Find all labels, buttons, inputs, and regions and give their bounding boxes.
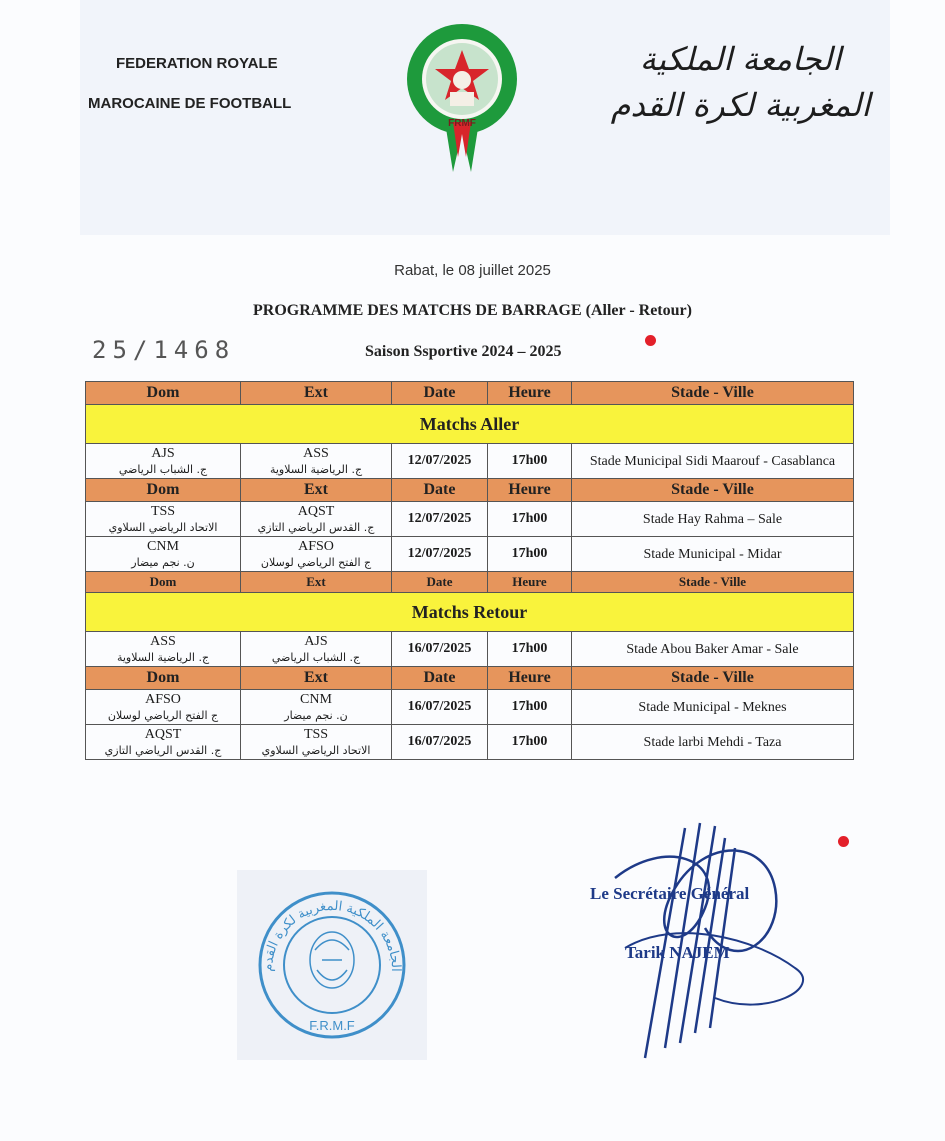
match-row [86, 690, 854, 725]
red-mark [645, 335, 656, 346]
match-venue: Stade larbi Mehdi - Taza [572, 725, 854, 760]
column-header: Dom [86, 382, 241, 405]
away-team-code: ASS [303, 445, 329, 461]
away-team [241, 690, 392, 725]
away-team [241, 725, 392, 760]
away-team-arabic: ج. الرياضية السلاوية [269, 462, 363, 476]
match-time: 17h00 [488, 725, 572, 760]
home-team-code: AQST [144, 726, 182, 742]
home-team-arabic: ج الفتح الرياضي لوسلان [107, 708, 219, 722]
table-header-row [86, 382, 854, 405]
away-team [241, 632, 392, 667]
federation-name-ar [608, 36, 873, 128]
match-time: 17h00 [488, 537, 572, 572]
column-header: Date [392, 479, 488, 502]
match-venue: Stade Hay Rahma – Sale [572, 502, 854, 537]
svg-text:الجامعة الملكية المغربية لكرة: الجامعة الملكية المغربية لكرة القدم [260, 898, 404, 972]
column-header: Dom [86, 572, 241, 593]
match-row [86, 632, 854, 667]
column-header: Date [392, 667, 488, 690]
away-team [241, 537, 392, 572]
table-header-row [86, 667, 854, 690]
away-team-arabic: ج. القدس الرياضي التازي [257, 520, 375, 534]
frmf-stamp [237, 870, 427, 1060]
season-label: Saison Ssportive 2024 – 2025 [365, 343, 562, 360]
home-team-code: CNM [147, 538, 179, 554]
home-team-code: AJS [151, 445, 175, 461]
document-title: PROGRAMME DES MATCHS DE BARRAGE (Aller - Retour) [253, 302, 692, 319]
home-team [86, 690, 241, 725]
svg-text:F.R.M.F: F.R.M.F [309, 1018, 355, 1033]
reference-number: 25/1468 [92, 336, 236, 364]
match-venue: Stade Municipal - Meknes [572, 690, 854, 725]
table-header-row [86, 572, 854, 593]
match-venue: Stade Abou Baker Amar - Sale [572, 632, 854, 667]
column-header: Heure [488, 572, 572, 593]
home-team [86, 444, 241, 479]
away-team-code: AFSO [298, 538, 334, 554]
column-header: Heure [488, 479, 572, 502]
match-date: 12/07/2025 [392, 502, 488, 537]
federation-line-2: MAROCAINE DE FOOTBALL [88, 95, 292, 112]
match-row [86, 502, 854, 537]
match-time: 17h00 [488, 502, 572, 537]
away-team-arabic: ن. نجم ميضار [284, 708, 348, 722]
section-row [86, 593, 854, 632]
match-date: 16/07/2025 [392, 632, 488, 667]
home-team [86, 632, 241, 667]
column-header: Stade - Ville [572, 572, 854, 593]
home-team [86, 537, 241, 572]
home-team-arabic: ج. الرياضية السلاوية [116, 650, 210, 664]
home-team-code: AFSO [145, 691, 181, 707]
section-title: Matchs Retour [86, 593, 854, 632]
column-header: Heure [488, 382, 572, 405]
match-time: 17h00 [488, 444, 572, 479]
column-header: Heure [488, 667, 572, 690]
federation-line-1: FEDERATION ROYALE [116, 55, 278, 72]
column-header: Stade - Ville [572, 667, 854, 690]
away-team [241, 502, 392, 537]
away-team-code: CNM [300, 691, 332, 707]
svg-text:FRMF: FRMF [448, 118, 476, 129]
match-date: 16/07/2025 [392, 725, 488, 760]
section-row [86, 405, 854, 444]
away-team-arabic: الاتحاد الرياضي السلاوي [261, 743, 371, 757]
column-header: Dom [86, 667, 241, 690]
column-header: Dom [86, 479, 241, 502]
match-date: 12/07/2025 [392, 537, 488, 572]
column-header: Ext [241, 479, 392, 502]
match-date: 12/07/2025 [392, 444, 488, 479]
match-row [86, 444, 854, 479]
home-team-arabic: الاتحاد الرياضي السلاوي [108, 520, 218, 534]
match-venue: Stade Municipal - Midar [572, 537, 854, 572]
away-team-arabic: ج الفتح الرياضي لوسلان [260, 555, 372, 569]
federation-ar-line-1: الجامعة الملكية [639, 40, 842, 78]
column-header: Ext [241, 572, 392, 593]
match-row [86, 725, 854, 760]
match-venue: Stade Municipal Sidi Maarouf - Casablanca [572, 444, 854, 479]
match-time: 17h00 [488, 690, 572, 725]
away-team-code: AJS [304, 633, 328, 649]
federation-name-fr [88, 44, 291, 124]
away-team-code: TSS [303, 726, 329, 742]
column-header: Date [392, 382, 488, 405]
away-team-arabic: ج. الشباب الرياضي [271, 650, 361, 664]
home-team-code: TSS [150, 503, 176, 519]
section-title: Matchs Aller [86, 405, 854, 444]
federation-ar-line-2: المغربية لكرة القدم [610, 86, 871, 124]
home-team-arabic: ج. الشباب الرياضي [118, 462, 208, 476]
frmf-logo [405, 22, 520, 174]
column-header: Ext [241, 382, 392, 405]
home-team-code: ASS [150, 633, 176, 649]
home-team-arabic: ج. القدس الرياضي التازي [104, 743, 222, 757]
match-row [86, 537, 854, 572]
away-team-code: AQST [297, 503, 335, 519]
match-time: 17h00 [488, 632, 572, 667]
away-team [241, 444, 392, 479]
home-team [86, 502, 241, 537]
column-header: Stade - Ville [572, 479, 854, 502]
column-header: Date [392, 572, 488, 593]
table-header-row [86, 479, 854, 502]
column-header: Stade - Ville [572, 382, 854, 405]
match-schedule-table [85, 381, 854, 760]
home-team-arabic: ن. نجم ميضار [131, 555, 195, 569]
match-date: 16/07/2025 [392, 690, 488, 725]
document-date: Rabat, le 08 juillet 2025 [394, 262, 551, 279]
signatory-role: Le Secrétaire Général [590, 884, 750, 903]
column-header: Ext [241, 667, 392, 690]
signatory-name: Tarik NAJEM [625, 943, 730, 962]
home-team [86, 725, 241, 760]
